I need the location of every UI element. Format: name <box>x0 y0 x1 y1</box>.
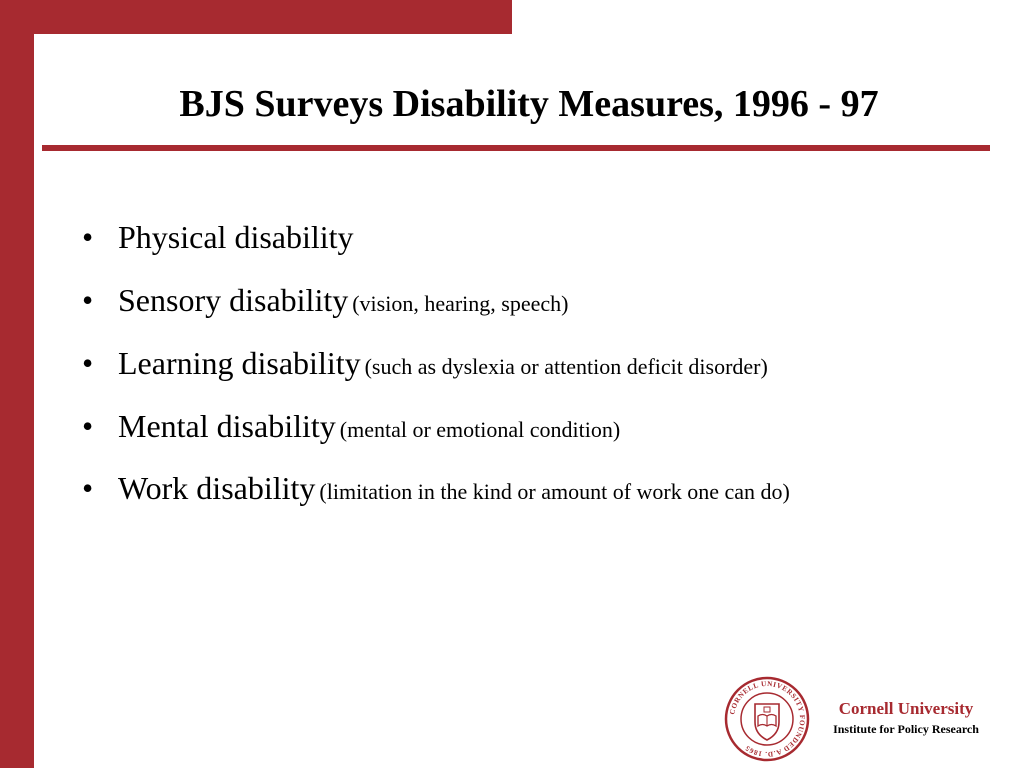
bullet-dot-icon: • <box>82 408 94 444</box>
bullet-main-text: Learning disability <box>118 345 361 381</box>
bullet-main-text: Sensory disability <box>118 282 349 318</box>
bullet-item-work <box>82 464 952 513</box>
seal-ring-text: CORNELL UNIVERSITY FOUNDED A.D. 1865 <box>728 679 807 759</box>
bullet-main-text: Mental disability <box>118 408 336 444</box>
slide-title: BJS Surveys Disability Measures, 1996 - 97 <box>179 83 879 125</box>
top-accent-bar <box>0 0 512 34</box>
left-accent-bar <box>0 0 34 768</box>
bullet-dot-icon: • <box>82 219 94 255</box>
bullet-dot-icon: • <box>82 345 94 381</box>
bullet-dot-icon: • <box>82 282 94 318</box>
bullet-main-text: Work disability <box>118 470 316 506</box>
org-name: Cornell University <box>838 699 974 718</box>
org-unit: Institute for Policy Research <box>833 722 979 736</box>
bullet-detail-text: (limitation in the kind or amount of work one can do) <box>319 479 790 504</box>
bullet-item-sensory <box>82 275 952 332</box>
cornell-seal-logo <box>724 676 810 762</box>
bullet-dot-icon: • <box>82 470 94 506</box>
bullet-detail-text: (vision, hearing, speech) <box>352 291 569 316</box>
bullet-item-learning <box>82 338 952 395</box>
bullet-main-text: Physical disability <box>118 219 354 255</box>
title-underline <box>42 145 990 151</box>
bullet-list <box>82 212 952 519</box>
bullet-detail-text: (mental or emotional condition) <box>339 417 621 442</box>
bullet-item-physical <box>82 212 952 269</box>
bullet-detail-text: (such as dyslexia or attention deficit disorder) <box>364 354 768 379</box>
bullet-item-mental <box>82 401 952 458</box>
